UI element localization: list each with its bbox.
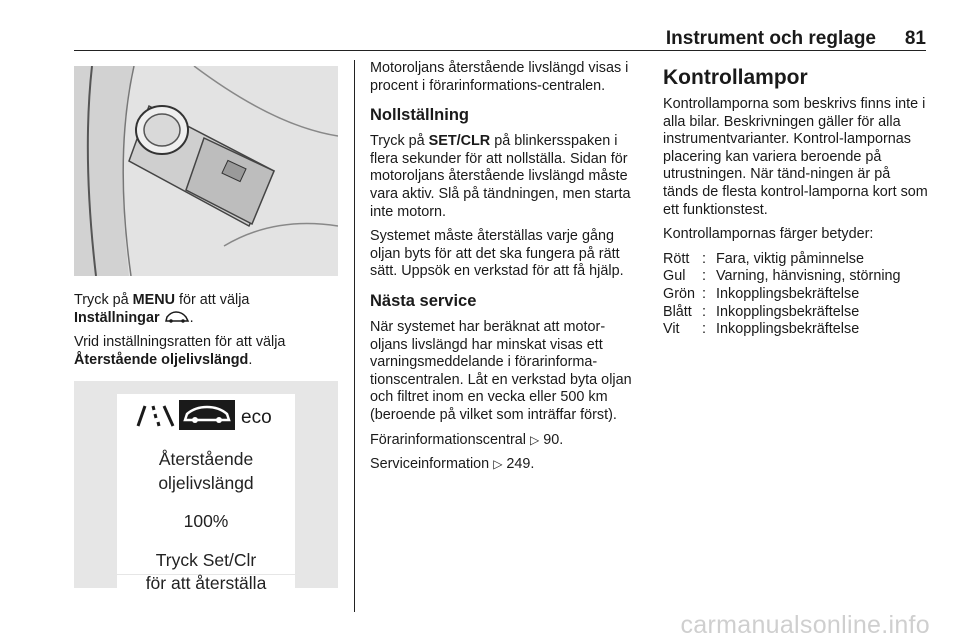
middle-column bbox=[370, 60, 634, 481]
text-span: för att välja bbox=[175, 292, 250, 308]
page-number: 81 bbox=[904, 28, 926, 49]
paragraph-oil-life: Motoroljans återstående livslängd visas i procent i förarinformations-centralen. bbox=[370, 60, 629, 94]
color-meaning: Fara, viktig påminnelse bbox=[716, 250, 864, 267]
stalk-illustration bbox=[74, 66, 338, 276]
text-span: Tryck på bbox=[74, 292, 133, 308]
right-column bbox=[663, 60, 928, 339]
text-span: Vrid inställningsratten för att välja bbox=[74, 334, 286, 351]
paragraph-reset bbox=[370, 133, 634, 221]
color-name: Gul bbox=[663, 268, 686, 285]
text-span: . bbox=[248, 351, 253, 368]
paragraph-menu bbox=[74, 292, 340, 327]
reference-dic bbox=[370, 432, 634, 450]
dic-display bbox=[117, 394, 295, 594]
watermark: carmanualsonline.info bbox=[680, 611, 930, 639]
color-row bbox=[663, 286, 928, 304]
page-reference-icon: ▷ bbox=[529, 432, 540, 447]
reference-service bbox=[370, 456, 634, 474]
heading-warning-lights: Kontrollampor bbox=[663, 66, 808, 89]
color-meaning: Inkopplingsbekräftelse bbox=[716, 321, 860, 338]
reference-page: 249. bbox=[506, 456, 535, 473]
lane-icon bbox=[138, 406, 173, 426]
header-title: Instrument och reglage bbox=[665, 28, 876, 49]
display-line-4: för att återställa bbox=[117, 575, 295, 595]
settings-term: Inställningar bbox=[74, 309, 160, 326]
color-row bbox=[663, 251, 928, 269]
text-span: på blinkersspaken i flera sekunder för att nollställa. Sidan för motoroljans återstående livslängd måste vara aktiv. Slå på tändningen, men starta inte motorn. bbox=[370, 133, 631, 220]
color-name: Blått bbox=[663, 303, 692, 320]
page-header bbox=[74, 26, 926, 48]
color-meaning: Varning, hänvisning, störning bbox=[716, 268, 901, 285]
reference-text: Förarinformationscentral bbox=[370, 431, 526, 448]
paragraph-dial bbox=[74, 334, 340, 369]
header-rule bbox=[74, 50, 926, 51]
paragraph-system-reset: Systemet måste återställas varje gång oljan byts för att det ska fungera på rätt sätt. Uppsök en verkstad för att få hjälp. bbox=[370, 228, 624, 280]
color-legend bbox=[663, 251, 928, 339]
column-divider bbox=[354, 60, 355, 612]
color-name: Vit bbox=[663, 321, 680, 338]
menu-term: MENU bbox=[132, 292, 176, 308]
color-meaning: Inkopplingsbekräftelse bbox=[716, 303, 860, 320]
display-percent: 100% bbox=[183, 511, 229, 532]
reference-text: Serviceinformation bbox=[370, 456, 490, 473]
color-row bbox=[663, 268, 928, 286]
heading-next-service: Nästa service bbox=[370, 291, 477, 310]
paragraph-next-service: När systemet har beräknat att motor-oljans livslängd har minskat visas ett varningsmeddelande i förarinforma-tionscentralen. Låt en verkstad byta oljan och filtret inom en vecka eller 500 km (beroende på vilket som inträffar först). bbox=[370, 318, 632, 423]
colon: : bbox=[702, 321, 706, 338]
set-clr-term: SET/CLR bbox=[428, 133, 491, 150]
colon: : bbox=[702, 250, 706, 267]
colon: : bbox=[702, 268, 706, 285]
car-icon bbox=[164, 311, 190, 323]
color-name: Rött bbox=[663, 250, 690, 267]
display-illustration bbox=[74, 381, 338, 594]
colon: : bbox=[702, 303, 706, 320]
page-reference-icon: ▷ bbox=[493, 457, 503, 472]
left-column bbox=[74, 60, 340, 594]
display-icon-row bbox=[117, 394, 295, 434]
color-row bbox=[663, 321, 928, 339]
display-line-1: Återstående bbox=[158, 449, 254, 470]
text-span: . bbox=[189, 309, 194, 326]
display-line-3: Tryck Set/Clr bbox=[155, 550, 257, 571]
remaining-oil-life-term: Återstående oljelivslängd bbox=[74, 351, 249, 368]
color-row bbox=[663, 304, 928, 322]
color-name: Grön bbox=[663, 285, 695, 302]
paragraph-warning-lights: Kontrollamporna som beskrivs finns inte i alla bilar. Beskrivningen gäller för alla instrumentvarianter. Kontrol-lampornas placering kan variera beroende på utrustningen. När tänd-ningen är på tänds de flesta kontrol-lamporna kort som ett funktionstest. bbox=[663, 96, 928, 218]
heading-reset: Nollställning bbox=[370, 106, 469, 125]
display-line-2: oljelivslängd bbox=[158, 473, 254, 494]
color-meaning: Inkopplingsbekräftelse bbox=[716, 285, 860, 302]
reference-page: 90. bbox=[543, 431, 564, 448]
text-span: Tryck på bbox=[370, 133, 429, 150]
eco-label: eco bbox=[241, 407, 272, 429]
paragraph-colors-intro: Kontrollampornas färger betyder: bbox=[663, 226, 874, 243]
colon: : bbox=[702, 285, 706, 302]
